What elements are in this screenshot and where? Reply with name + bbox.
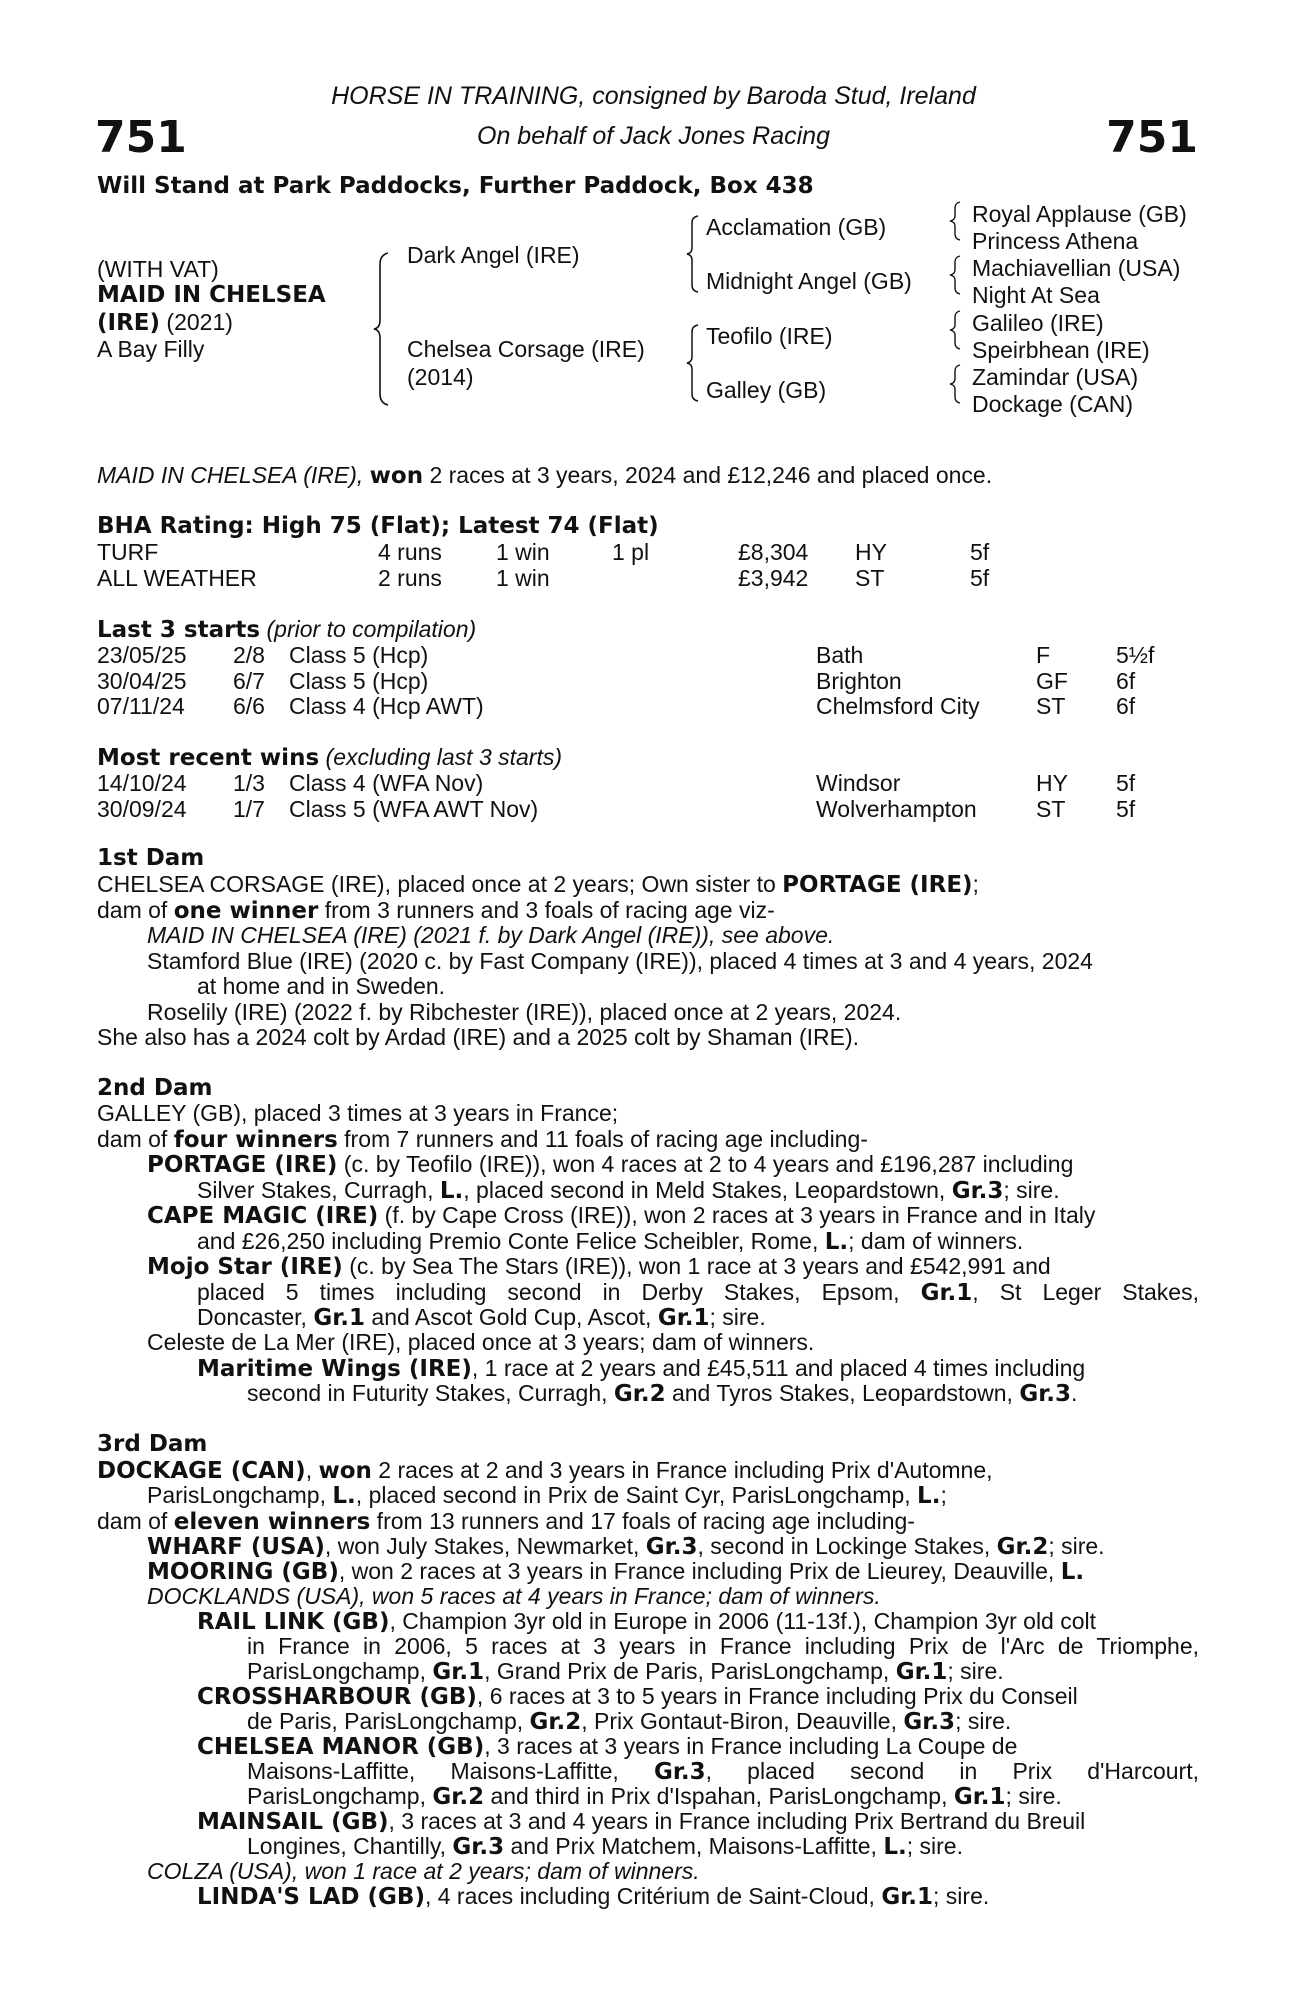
winner-count: eleven winners [173,1509,371,1535]
text: . [1071,1380,1078,1406]
horse-description: A Bay Filly [97,336,205,362]
grade: Gr.3 [452,1834,505,1860]
text: 2 races at 2 and 3 years in France including Prix d'Automne, [371,1457,993,1483]
text: ParisLongchamp, [147,1482,333,1508]
rating-surface: TURF [97,539,159,565]
text: dam of [97,1508,174,1534]
text: dam of [97,1126,174,1152]
start-date: 30/04/25 [97,668,187,694]
text: , 3 races at 3 and 4 years in France including Prix Bertrand du Breuil [388,1808,1086,1834]
start-position: 6/6 [233,693,265,719]
grade: Gr.1 [313,1305,366,1331]
produce-entry: DOCKLANDS (USA), won 5 races at 4 years in France; dam of winners. [147,1583,881,1609]
produce-entry-cont [197,1177,1060,1204]
text: (c. by Sea The Stars (IRE)), won 1 race at 3 years and £542,991 and [342,1253,1051,1279]
produce-entry [197,1883,989,1910]
grade: Gr.2 [432,1784,485,1810]
produce-entry-cont [247,1783,1062,1810]
last3-title: Last 3 starts [97,617,261,643]
brace-3-2 [948,255,962,295]
produce-entry [147,1533,1105,1560]
produce-entry: Roselily (IRE) (2022 f. by Ribchester (IRE)), placed once at 2 years, 2024. [147,999,902,1025]
start-going: GF [1036,668,1068,694]
horse-name-country [97,309,233,336]
text: and Prix Matchem, Maisons-Laffitte, [504,1833,884,1859]
dam: Chelsea Corsage (IRE) [407,336,645,362]
text: , 1 race at 2 years and £45,511 and placed 4 times including [471,1355,1086,1381]
text: Doncaster, [197,1304,314,1330]
sire: Dark Angel (IRE) [407,242,580,268]
grade: Gr.3 [645,1534,698,1560]
text: , 4 races including Critérium de Saint-Cloud, [424,1883,882,1909]
horse-name: Mojo Star (IRE) [147,1254,343,1280]
second-dam-produce-line [97,1126,868,1153]
grade: Gr.1 [881,1884,934,1910]
produce-entry-cont [197,1228,1023,1255]
text: ; [972,871,979,897]
start-course: Bath [816,642,864,668]
grade: L. [917,1483,941,1509]
text: , St Leger Stakes, [972,1279,1199,1305]
rating-going: HY [855,539,887,565]
win-position: 1/7 [233,796,265,822]
lot-number-left: 751 [95,112,187,163]
win-distance: 5f [1116,770,1136,796]
ped-dds: Zamindar (USA) [972,364,1139,390]
text: and £26,250 including Premio Conte Felice Scheibler, Rome, [197,1228,825,1254]
ped-ddd: Dockage (CAN) [972,391,1134,417]
text: Longines, Chantilly, [247,1833,453,1859]
winner-count: four winners [173,1127,338,1153]
text: ; dam of winners. [848,1228,1024,1254]
vat-note: (WITH VAT) [97,256,219,282]
win-course: Wolverhampton [816,796,977,822]
grade: Gr.3 [653,1759,706,1785]
lot-number-right: 751 [1106,112,1198,163]
text: ; sire. [709,1304,766,1330]
first-dam-title: 1st Dam [97,845,205,871]
text: ; sire. [1048,1533,1105,1559]
produce-entry [147,1202,1199,1229]
text: CHELSEA CORSAGE (IRE), placed once at 2 years; Own sister to [97,871,783,897]
second-dam-title: 2nd Dam [97,1075,213,1101]
text: , [305,1457,319,1483]
grade: L. [1060,1559,1085,1585]
grade: Gr.2 [529,1709,582,1735]
text: from 3 runners and 3 foals of racing age viz- [318,897,775,923]
text: placed 5 times including second in Derby Stakes, Epsom, [197,1279,921,1305]
sire-line-brace [686,215,700,293]
text: (c. by Teofilo (IRE)), won 4 races at 2 to 4 years and £196,287 including [337,1151,1074,1177]
produce-entry-cont [247,1833,963,1860]
won-label: won [318,1458,372,1484]
brace-3-4 [948,364,962,404]
horse-name: DOCKAGE (CAN) [97,1458,306,1484]
produce-entry-cont [197,1304,766,1331]
produce-entry [197,1355,1199,1382]
race-summary [97,462,992,489]
horse-name: RAIL LINK (GB) [197,1609,390,1635]
start-distance: 6f [1116,693,1136,719]
start-going: F [1036,642,1051,668]
rating-title: BHA Rating: High 75 (Flat); Latest 74 (Flat) [97,513,659,539]
produce-entry: MAID IN CHELSEA (IRE) (2021 f. by Dark Angel (IRE)), see above. [147,922,835,948]
winner-count: one winner [173,898,319,924]
produce-entry-cont [247,1658,1004,1685]
horse-name: LINDA'S LAD (GB) [197,1884,425,1910]
text: ; sire. [1005,1783,1062,1809]
win-going: HY [1036,770,1068,796]
grade: L. [439,1178,464,1204]
summary-won: won [369,463,424,489]
text: and Tyros Stakes, Leopardstown, [665,1380,1020,1406]
ped-sdd: Night At Sea [972,282,1100,308]
text: Silver Stakes, Curragh, [197,1177,440,1203]
horse-name: PORTAGE (IRE) [147,1152,338,1178]
win-distance: 5f [1116,796,1136,822]
produce-entry [197,1733,1199,1760]
grade: Gr.3 [1019,1381,1071,1407]
second-dam-line: GALLEY (GB), placed 3 times at 3 years in France; [97,1100,619,1126]
produce-entry-cont [247,1758,1199,1785]
rating-earnings: £8,304 [738,539,809,565]
horse-name: MAINSAIL (GB) [197,1809,389,1835]
text: , second in Lockinge Stakes, [697,1533,997,1559]
grade: Gr.2 [613,1381,666,1407]
last3-heading [97,616,476,643]
ped-sss: Royal Applause (GB) [972,201,1187,227]
horse-name: Maritime Wings (IRE) [197,1356,472,1382]
sire-dam: Midnight Angel (GB) [706,268,912,294]
text: , 6 races at 3 to 5 years in France including Prix du Conseil [476,1683,1078,1709]
start-date: 23/05/25 [97,642,187,668]
start-going: ST [1036,693,1066,719]
on-behalf-line: On behalf of Jack Jones Racing [477,122,830,150]
grade: Gr.3 [951,1178,1004,1204]
text: and third in Prix d'Ispahan, ParisLongchamp, [484,1783,954,1809]
start-position: 2/8 [233,642,265,668]
produce-entry: Celeste de La Mer (IRE), placed once at 3 years; dam of winners. [147,1329,815,1355]
text: ; sire. [933,1883,990,1909]
win-date: 14/10/24 [97,770,187,796]
brace-3-3 [948,310,962,350]
start-distance: 6f [1116,668,1136,694]
produce-entry [197,1808,1199,1835]
text: , placed second in Prix de Saint Cyr, ParisLongchamp, [355,1482,918,1508]
text: ParisLongchamp, [247,1658,433,1684]
grade: Gr.1 [895,1659,948,1685]
pedigree-brace [372,252,392,406]
rating-surface: ALL WEATHER [97,565,257,591]
wins-title: Most recent wins [97,745,320,771]
start-class: Class 5 (Hcp) [289,668,429,694]
produce-entry-cont [247,1380,1077,1407]
text: , placed second in Meld Stakes, Leopardstown, [463,1177,952,1203]
rating-places: 1 pl [612,539,650,565]
sire-sire: Acclamation (GB) [706,214,887,240]
rating-wins: 1 win [496,565,550,591]
text: , won July Stakes, Newmarket, [324,1533,646,1559]
grade: Gr.3 [903,1709,956,1735]
rating-going: ST [855,565,885,591]
grade: L. [332,1483,356,1509]
summary-text: 2 races at 3 years, 2024 and £12,246 and placed once. [423,462,993,488]
horse-name: CAPE MAGIC (IRE) [147,1203,379,1229]
start-class: Class 4 (Hcp AWT) [289,693,484,719]
text: , Champion 3yr old in Europe in 2006 (11-13f.), Champion 3yr old colt [389,1608,1097,1634]
text: and Ascot Gold Cup, Ascot, [365,1304,658,1330]
grade: L. [824,1229,849,1255]
text: , Prix Gontaut-Biron, Deauville, [581,1708,904,1734]
produce-entry: Stamford Blue (IRE) (2020 c. by Fast Company (IRE)), placed 4 times at 3 and 4 years, 2024 [147,948,1093,974]
text: , placed second in Prix d'Harcourt, [705,1758,1199,1784]
text: , 3 races at 3 years in France including La Coupe de [484,1733,1018,1759]
produce-entry-cont [197,1279,1199,1306]
consignor-line: HORSE IN TRAINING, consigned by Baroda Stud, Ireland [331,82,976,110]
start-course: Chelmsford City [816,693,980,719]
text: ; sire. [947,1658,1004,1684]
produce-entry-cont [247,1708,1011,1735]
ped-dsd: Speirbhean (IRE) [972,337,1150,363]
rating-runs: 4 runs [378,539,442,565]
wins-note: (excluding last 3 starts) [319,744,563,770]
produce-entry [147,1151,1199,1178]
text: from 13 runners and 17 foals of racing age including- [370,1508,915,1534]
horse-name: MAID IN CHELSEA [97,282,326,308]
produce-note: She also has a 2024 colt by Ardad (IRE) and a 2025 colt by Shaman (IRE). [97,1024,859,1050]
produce-entry [197,1683,1199,1710]
first-dam-produce-line [97,897,775,924]
win-date: 30/09/24 [97,796,187,822]
rating-distance: 5f [970,565,990,591]
text: , Grand Prix de Paris, ParisLongchamp, [484,1658,896,1684]
horse-name: WHARF (USA) [147,1534,325,1560]
ped-dss: Galileo (IRE) [972,310,1104,336]
first-dam-line [97,871,979,898]
third-dam-title: 3rd Dam [97,1431,208,1457]
grade: L. [883,1834,907,1860]
dam-sire: Teofilo (IRE) [706,323,833,349]
start-class: Class 5 (Hcp) [289,642,429,668]
text: , won 2 races at 3 years in France including Prix de Lieurey, Deauville, [338,1558,1061,1584]
brace-3-1 [948,201,962,241]
text: de Paris, ParisLongchamp, [247,1708,530,1734]
text: (f. by Cape Cross (IRE)), won 2 races at 3 years in France and in Italy [378,1202,1096,1228]
rating-runs: 2 runs [378,565,442,591]
win-going: ST [1036,796,1066,822]
last3-note: (prior to compilation) [260,616,477,642]
text: dam of [97,897,174,923]
rating-earnings: £3,942 [738,565,809,591]
start-distance: 5½f [1116,642,1155,668]
produce-entry [197,1608,1199,1635]
horse-year: (2021) [160,309,233,335]
dam-year: (2014) [407,364,474,390]
horse-name: CHELSEA MANOR (GB) [197,1734,485,1760]
rating-distance: 5f [970,539,990,565]
text: ; [940,1482,947,1508]
text: ParisLongchamp, [247,1783,433,1809]
produce-entry-cont: at home and in Sweden. [197,973,446,999]
horse-name: CROSSHARBOUR (GB) [197,1684,477,1710]
dam-line-brace [686,324,700,402]
grade: Gr.1 [953,1784,1006,1810]
location-line: Will Stand at Park Paddocks, Further Paddock, Box 438 [97,173,814,199]
produce-entry-cont: in France in 2006, 5 races at 3 years in France including Prix de l'Arc de Triomphe, [247,1633,1199,1659]
text: from 7 runners and 11 foals of racing age including- [337,1126,868,1152]
win-class: Class 4 (WFA Nov) [289,770,484,796]
wins-heading [97,744,562,771]
produce-entry [147,1558,1084,1585]
third-dam-line [97,1457,1199,1484]
win-position: 1/3 [233,770,265,796]
grade: Gr.1 [432,1659,485,1685]
ped-sds: Machiavellian (USA) [972,255,1181,281]
third-dam-produce-line [97,1508,915,1535]
produce-entry: COLZA (USA), won 1 race at 2 years; dam of winners. [147,1858,700,1884]
third-dam-line-cont [147,1482,947,1509]
text: ; sire. [1003,1177,1060,1203]
text: second in Futurity Stakes, Curragh, [247,1380,614,1406]
win-class: Class 5 (WFA AWT Nov) [289,796,539,822]
grade: Gr.1 [657,1305,710,1331]
text: ; sire. [906,1833,963,1859]
grade: Gr.2 [996,1534,1049,1560]
sibling-name: PORTAGE (IRE) [782,872,973,898]
start-date: 07/11/24 [97,693,185,719]
horse-country: (IRE) [97,310,161,336]
dam-dam: Galley (GB) [706,377,827,403]
horse-name: MOORING (GB) [147,1559,339,1585]
summary-horse: MAID IN CHELSEA (IRE), [97,462,364,488]
grade: Gr.1 [920,1280,973,1306]
start-position: 6/7 [233,668,265,694]
text: Maisons-Laffitte, Maisons-Laffitte, [247,1758,654,1784]
produce-entry [147,1253,1199,1280]
rating-wins: 1 win [496,539,550,565]
ped-ssd: Princess Athena [972,228,1139,254]
text: ; sire. [955,1708,1012,1734]
start-course: Brighton [816,668,902,694]
win-course: Windsor [816,770,901,796]
